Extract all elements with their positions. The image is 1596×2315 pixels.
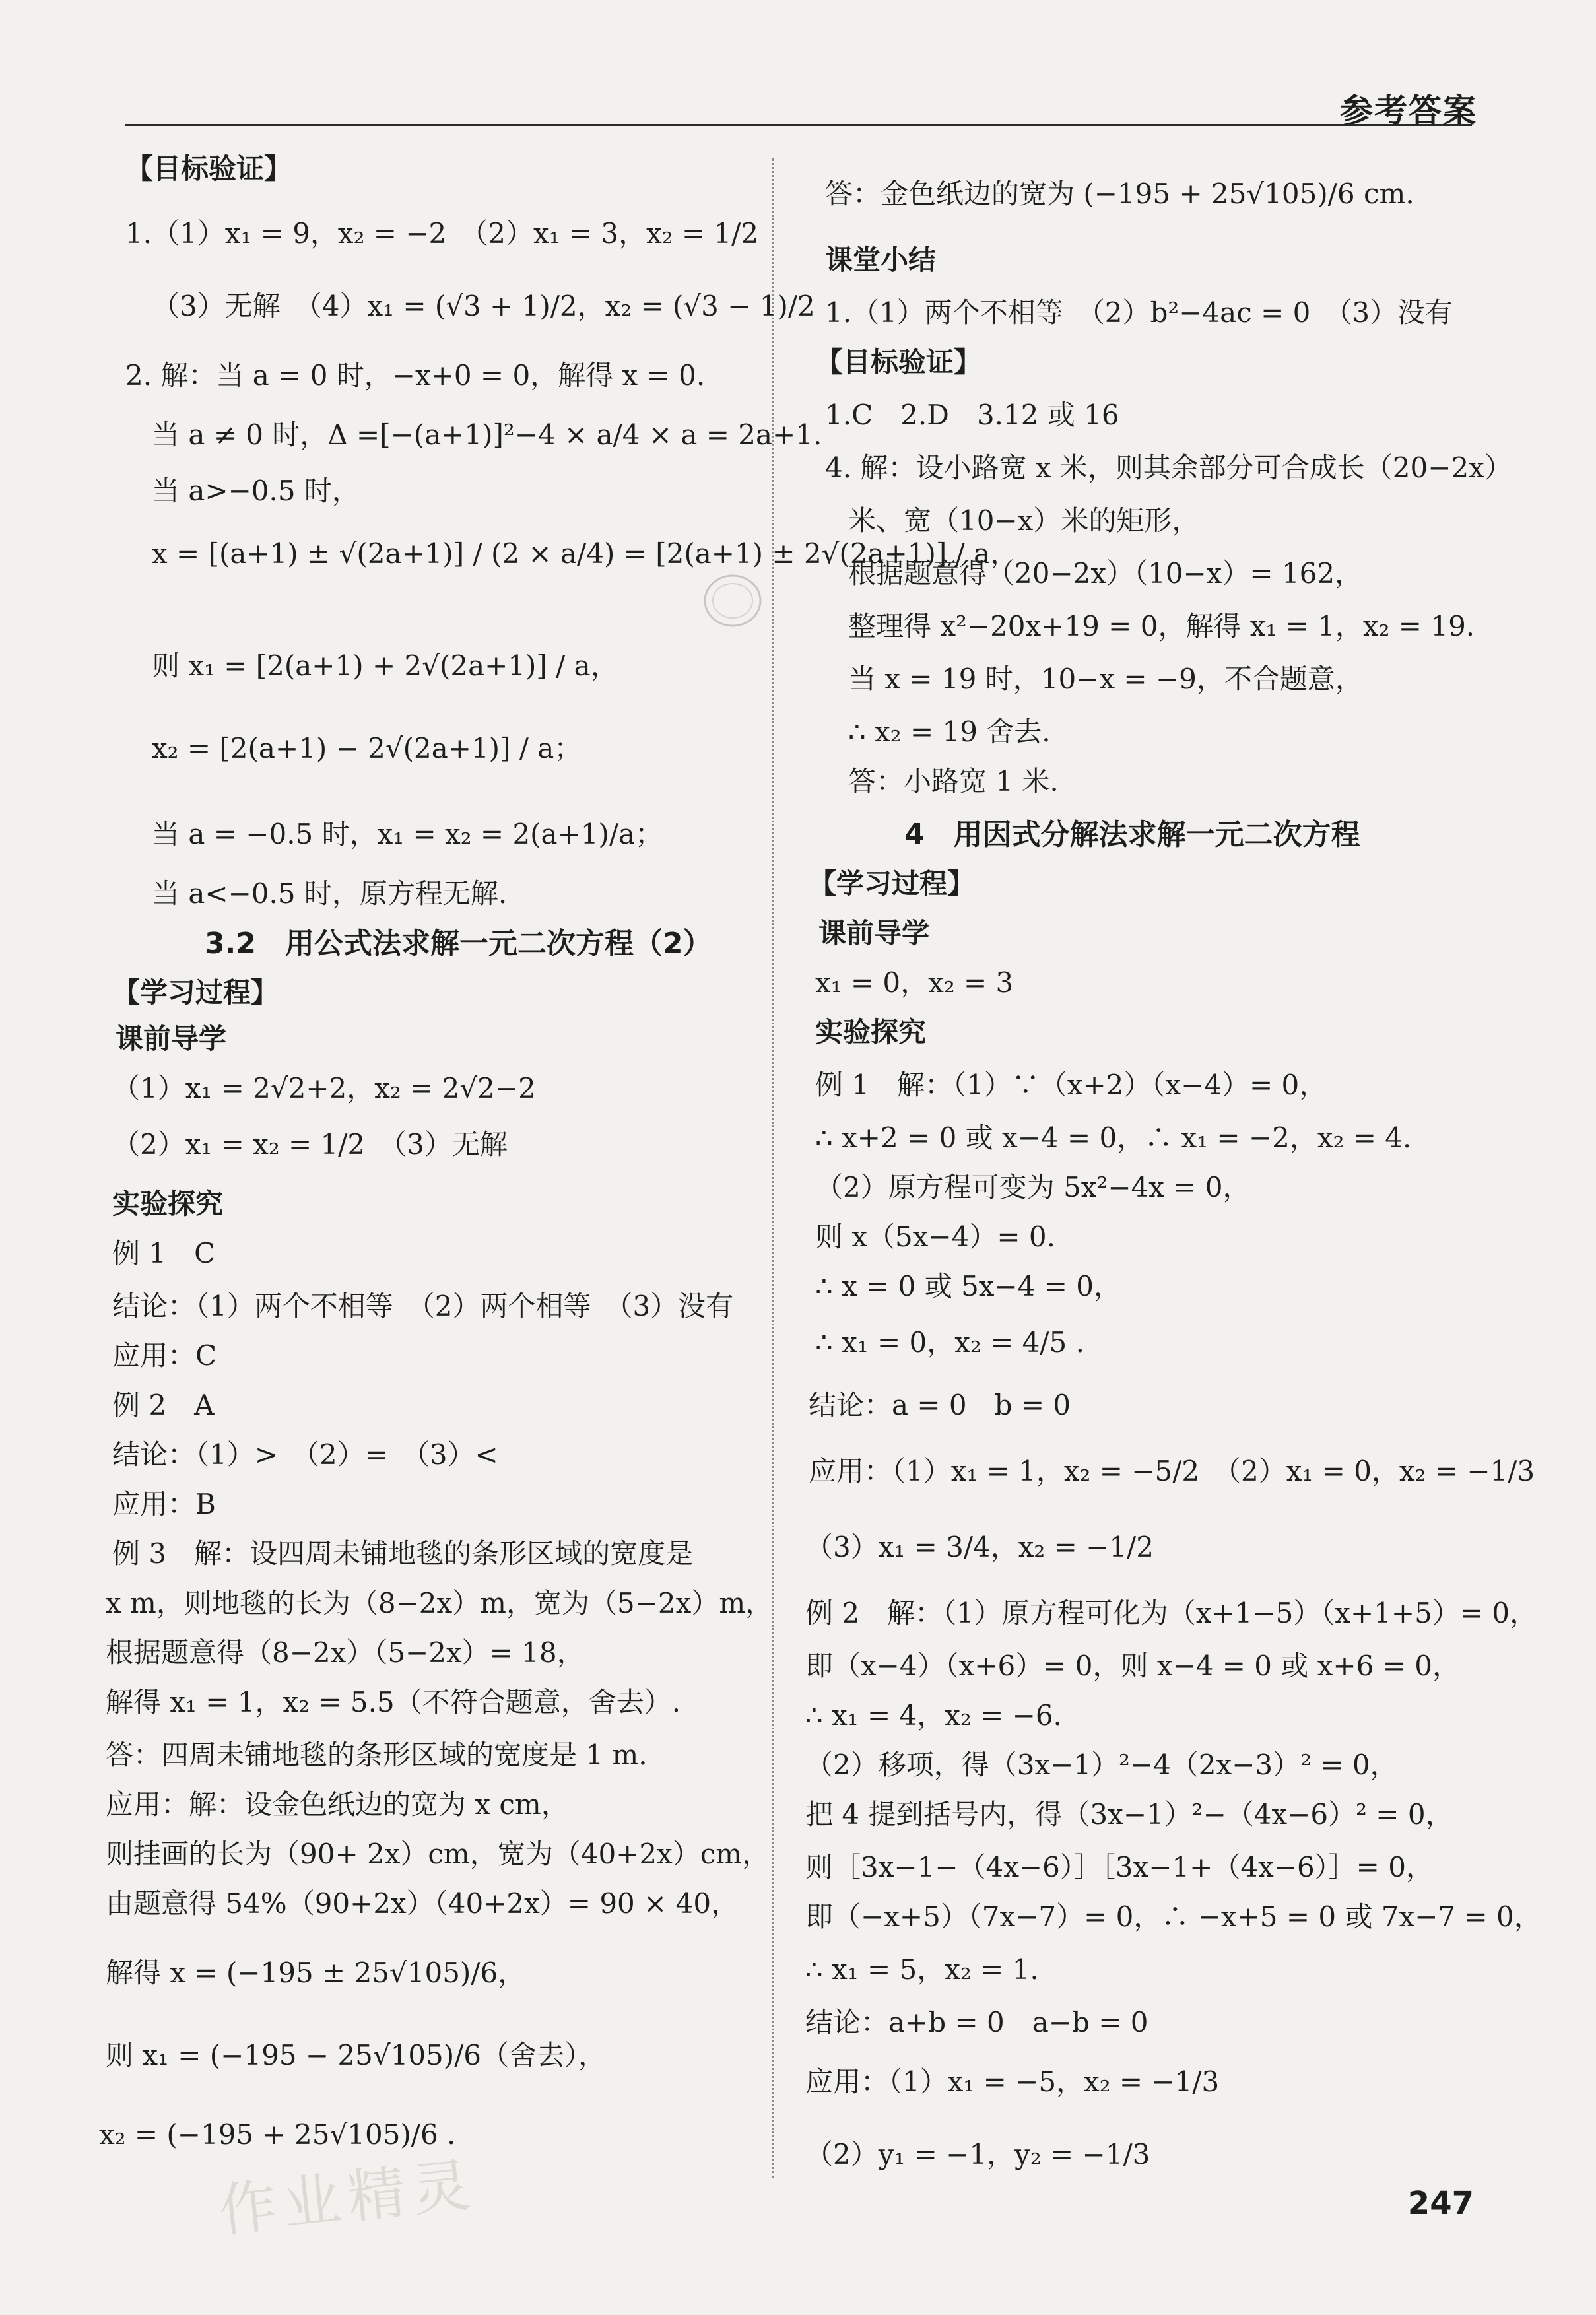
formula-line: x₂ = [2(a+1) − 2√(2a+1)] / a； xyxy=(152,732,582,764)
header-rule xyxy=(125,124,1472,126)
heading-target-verification: 【目标验证】 xyxy=(125,152,292,185)
subheading: 实验探究 xyxy=(112,1188,224,1220)
answer-line: （2）移项，得（3x−1）²−4（2x−3）² = 0， xyxy=(805,1749,1398,1781)
section-title: 3.2 用公式法求解一元二次方程（2） xyxy=(205,927,712,960)
formula-line: 应用：（1）x₁ = 1，x₂ = −5/2 （2）x₁ = 0，x₂ = −1/3 xyxy=(809,1455,1535,1487)
subheading: 课堂小结 xyxy=(825,244,937,276)
answer-line: 即（x−4）（x+6）= 0，则 x−4 = 0 或 x+6 = 0， xyxy=(805,1650,1460,1682)
formula-line: 则 x₁ = [2(a+1) + 2√(2a+1)] / a， xyxy=(152,650,618,682)
answer-line: 根据题意得（20−2x）（10−x）= 162， xyxy=(848,557,1363,589)
answer-line: （2）原方程可变为 5x²−4x = 0， xyxy=(815,1171,1251,1203)
formula-line: x = [(a+1) ± √(2a+1)] / (2 × a/4) = [2(a+1) ± 2√(2a+1)] / a， xyxy=(152,537,1018,570)
answer-line: ∴ x₁ = 4，x₂ = −6. xyxy=(805,1699,1062,1731)
answer-line: 则［3x−1−（4x−6）］［3x−1+（4x−6）］= 0， xyxy=(805,1851,1434,1883)
answer-line: ∴ x₁ = 5，x₂ = 1. xyxy=(805,1953,1039,1986)
answer-line: （2）x₁ = x₂ = 1/2 （3）无解 xyxy=(112,1128,508,1160)
heading-learning-process: 【学习过程】 xyxy=(112,976,279,1009)
answer-line: 解得 x₁ = 1，x₂ = 5.5（不符合题意，舍去）. xyxy=(106,1686,681,1718)
answer-line: 例 2 解：（1）原方程可化为（x+1−5）（x+1+5）= 0， xyxy=(805,1597,1538,1629)
answer-line: 则 x（5x−4）= 0. xyxy=(815,1221,1055,1253)
answer-line: 当 x = 19 时，10−x = −9，不合题意， xyxy=(848,663,1363,695)
answer-line: （3）无解 （4）x₁ = (√3 + 1)/2，x₂ = (√3 − 1)/2 xyxy=(152,290,815,322)
subheading: 课前导学 xyxy=(116,1023,227,1055)
section-title: 4 用因式分解法求解一元二次方程 xyxy=(904,818,1360,852)
answer-line: 应用：B xyxy=(112,1488,216,1520)
answer-line: 结论：（1）两个不相等 （2）两个相等 （3）没有 xyxy=(112,1290,734,1322)
answer-line: 应用：C xyxy=(112,1339,217,1372)
answer-line: （1）x₁ = 2√2+2，x₂ = 2√2−2 xyxy=(112,1072,536,1104)
subheading: 实验探究 xyxy=(815,1016,927,1048)
answer-line: 例 3 解：设四周未铺地毯的条形区域的宽度是 xyxy=(112,1537,694,1570)
formula-line: ∴ x₁ = 0，x₂ = 4/5 . xyxy=(815,1326,1084,1359)
column-divider xyxy=(772,158,774,2178)
answer-line: 米、宽（10−x）米的矩形， xyxy=(848,504,1200,537)
answer-line: 答：金色纸边的宽为 (−195 + 25√105)/6 cm. xyxy=(825,178,1414,210)
answer-line: 例 1 解：（1）∵（x+2）（x−4）= 0， xyxy=(815,1069,1327,1101)
answer-line: 例 1 C xyxy=(112,1237,216,1269)
answer-line: ∴ x+2 = 0 或 x−4 = 0，∴ x₁ = −2，x₂ = 4. xyxy=(815,1122,1412,1154)
subheading: 课前导学 xyxy=(818,917,930,949)
answer-line: x₁ = 0，x₂ = 3 xyxy=(815,966,1014,999)
formula-line: 应用：（1）x₁ = −5，x₂ = −1/3 xyxy=(805,2065,1220,2098)
formula-line: （2）y₁ = −1，y₂ = −1/3 xyxy=(805,2138,1150,2170)
answer-line: 1.（1）两个不相等 （2）b²−4ac = 0 （3）没有 xyxy=(825,296,1453,329)
answer-line: 结论：a = 0 b = 0 xyxy=(809,1389,1071,1421)
answer-line: 当 a<−0.5 时，原方程无解. xyxy=(152,877,508,910)
formula-line: 解得 x = (−195 ± 25√105)/6， xyxy=(106,1957,526,1989)
answer-line: 1.C 2.D 3.12 或 16 xyxy=(825,399,1119,431)
heading-learning-process: 【学习过程】 xyxy=(809,867,976,900)
formula-line: 则 x₁ = (−195 − 25√105)/6（舍去）， xyxy=(106,2039,607,2071)
answer-line: 即（−x+5）（7x−7）= 0，∴ −x+5 = 0 或 7x−7 = 0， xyxy=(805,1900,1542,1933)
answer-line: ∴ x = 0 或 5x−4 = 0， xyxy=(815,1270,1122,1302)
answer-line: ∴ x₂ = 19 舍去. xyxy=(848,716,1051,748)
answer-line: 答：小路宽 1 米. xyxy=(848,765,1059,797)
answer-line: 则挂画的长为（90+ 2x）cm，宽为（40+2x）cm， xyxy=(106,1838,770,1870)
watermark-stamp-icon xyxy=(700,568,766,634)
answer-line: x m，则地毯的长为（8−2x）m，宽为（5−2x）m， xyxy=(106,1587,774,1619)
formula-line: （3）x₁ = 3/4，x₂ = −1/2 xyxy=(805,1531,1154,1563)
answer-line: 当 a>−0.5 时， xyxy=(152,475,360,507)
answer-line: 4. 解：设小路宽 x 米，则其余部分可合成长（20−2x） xyxy=(825,452,1512,484)
answer-line: 结论：a+b = 0 a−b = 0 xyxy=(805,2006,1148,2038)
answer-line: 例 2 A xyxy=(112,1389,215,1421)
running-head: 参考答案 xyxy=(1340,92,1477,130)
answer-line: 根据题意得（8−2x）（5−2x）= 18， xyxy=(106,1636,585,1669)
answer-line: 结论：（1）> （2）= （3）< xyxy=(112,1438,498,1471)
heading-target-verification: 【目标验证】 xyxy=(815,346,982,378)
answer-line: 2. 解：当 a = 0 时，−x+0 = 0，解得 x = 0. xyxy=(125,359,706,391)
answer-line: 1.（1）x₁ = 9，x₂ = −2 （2）x₁ = 3，x₂ = 1/2 xyxy=(125,217,759,250)
watermark-text: 作业精灵 xyxy=(215,2150,481,2246)
page-number: 247 xyxy=(1407,2185,1474,2222)
formula-line: 当 a = −0.5 时，x₁ = x₂ = 2(a+1)/a； xyxy=(152,818,663,850)
answer-line: 当 a ≠ 0 时，Δ =[−(a+1)]²−4 × a/4 × a = 2a+1. xyxy=(152,419,822,451)
formula-line: x₂ = (−195 + 25√105)/6 . xyxy=(99,2118,456,2151)
answer-line: 由题意得 54%（90+2x）（40+2x）= 90 × 40， xyxy=(106,1887,739,1920)
answer-line: 整理得 x²−20x+19 = 0，解得 x₁ = 1，x₂ = 19. xyxy=(848,610,1475,642)
answer-line: 应用：解：设金色纸边的宽为 x cm， xyxy=(106,1788,569,1821)
answer-line: 把 4 提到括号内，得（3x−1）²−（4x−6）² = 0， xyxy=(805,1798,1453,1830)
answer-line: 答：四周未铺地毯的条形区域的宽度是 1 m. xyxy=(106,1739,648,1771)
